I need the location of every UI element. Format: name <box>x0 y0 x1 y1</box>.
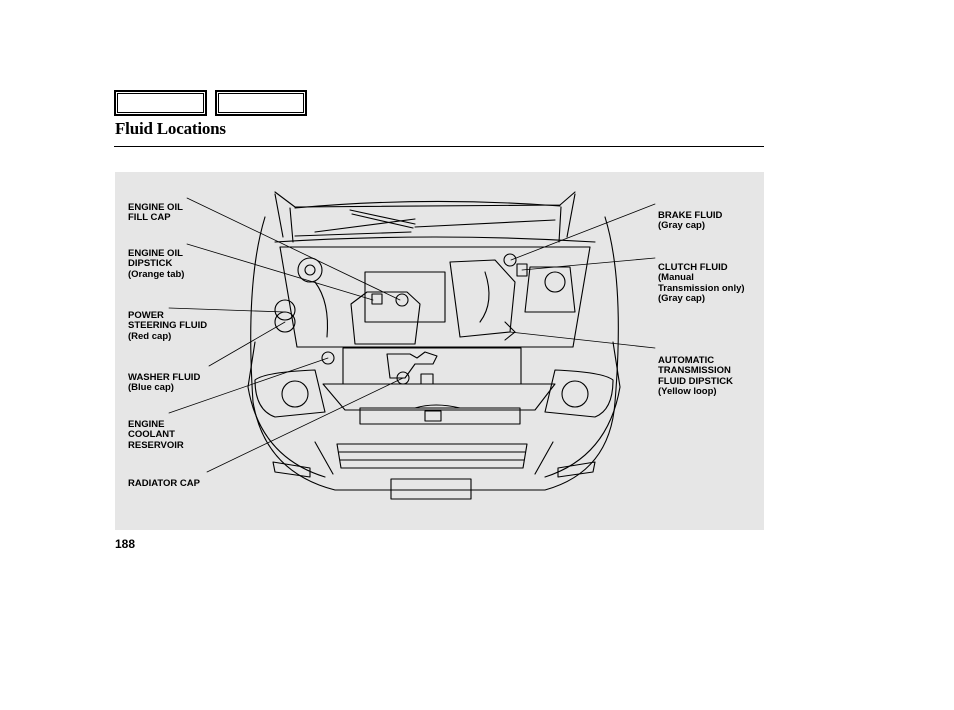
label-name: RADIATOR CAP <box>128 477 200 489</box>
label-engine-oil-fill-cap <box>128 192 183 224</box>
label-note: (Yellow loop) <box>658 386 717 397</box>
label-note: (Blue cap) <box>128 382 174 393</box>
nav-tab-2[interactable] <box>215 90 307 116</box>
label-name: ENGINE OIL FILL CAP <box>128 201 183 223</box>
label-name: CLUTCH FLUID <box>658 261 728 273</box>
label-engine-oil-dipstick <box>128 238 184 291</box>
label-note: (Red cap) <box>128 330 172 342</box>
label-engine-coolant-reservoir <box>128 409 184 451</box>
label-washer-fluid <box>128 362 200 404</box>
label-clutch-fluid <box>658 252 745 315</box>
label-note: (Gray cap) <box>658 220 705 231</box>
page-title: Fluid Locations <box>115 119 226 138</box>
label-automatic-transmission-fluid-dipstick <box>658 345 733 408</box>
nav-tab-1[interactable] <box>114 90 207 116</box>
label-radiator-cap <box>128 468 200 489</box>
label-name: ENGINE OIL DIPSTICK <box>128 247 183 269</box>
engine-diagram <box>115 172 764 530</box>
label-note: (Manual Transmission only) (Gray cap) <box>658 272 745 304</box>
label-brake-fluid <box>658 200 722 242</box>
label-name: ENGINE COOLANT RESERVOIR <box>128 418 184 451</box>
label-name: BRAKE FLUID <box>658 209 723 221</box>
title-divider <box>114 146 764 147</box>
label-name: AUTOMATIC TRANSMISSION FLUID DIPSTICK <box>658 354 733 387</box>
label-name: POWER STEERING FLUID <box>128 309 208 331</box>
label-power-steering-fluid <box>128 300 207 353</box>
label-note: (Orange tab) <box>128 268 185 280</box>
label-name: WASHER FLUID <box>128 371 201 383</box>
page-number: 188 <box>115 537 136 551</box>
